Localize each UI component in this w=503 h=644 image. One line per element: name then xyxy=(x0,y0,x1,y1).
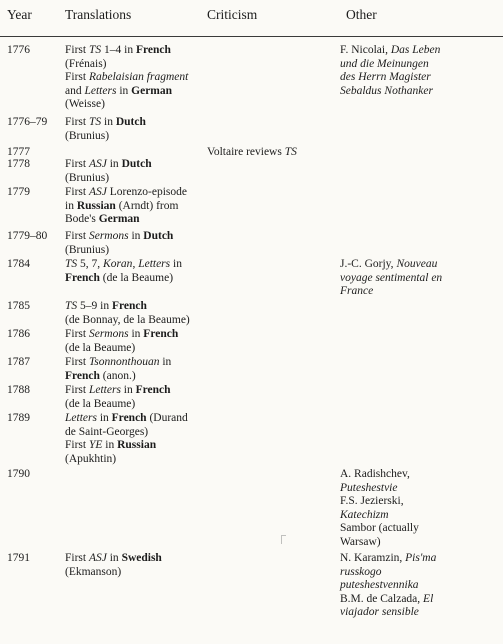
italic-text: russkogo xyxy=(340,565,382,578)
bold-text: German xyxy=(98,213,140,226)
text: First xyxy=(65,186,89,198)
table-header-other: Other xyxy=(346,7,377,22)
cell-line xyxy=(65,213,205,227)
text: in xyxy=(106,552,122,564)
text: (Ekmanson) xyxy=(65,565,122,578)
translations-cell xyxy=(65,186,205,227)
translations-cell xyxy=(65,158,205,185)
year-cell: 1778 xyxy=(7,158,30,170)
bold-text: German xyxy=(131,84,173,97)
text: First xyxy=(65,328,89,340)
cell-line xyxy=(340,593,490,607)
cell-line xyxy=(340,285,490,299)
cell-line xyxy=(65,230,205,244)
cell-line xyxy=(340,71,490,85)
text: (Apukhtin) xyxy=(65,452,117,465)
year-cell: 1785 xyxy=(7,300,30,312)
bold-text: Russian xyxy=(76,199,116,212)
year-cell: 1777 xyxy=(7,146,30,158)
italic-text: voyage sentimental en xyxy=(340,271,443,284)
bold-text: French xyxy=(135,44,171,56)
text: in xyxy=(170,258,182,270)
text: Lorenzo-episode xyxy=(106,186,188,198)
italic-text: und die Meinungen xyxy=(340,57,429,70)
cell-line xyxy=(340,606,490,620)
table-header-translations: Translations xyxy=(65,7,132,22)
year-cell: 1779–80 xyxy=(7,230,48,242)
text: Sambor (actually xyxy=(340,522,419,535)
bold-text: French xyxy=(111,412,147,424)
italic-text: Koran xyxy=(103,258,133,270)
cell-line xyxy=(65,85,205,99)
cell-line xyxy=(65,258,205,272)
italic-text: TS xyxy=(65,300,78,312)
cell-line xyxy=(65,566,205,580)
translations-cell xyxy=(65,356,205,383)
text: in xyxy=(96,412,112,424)
other-cell xyxy=(340,258,490,299)
bold-text: French xyxy=(111,300,147,312)
text: First xyxy=(65,356,89,368)
other-cell xyxy=(340,552,490,620)
cell-line xyxy=(340,509,490,523)
text: in xyxy=(106,158,122,170)
text: in xyxy=(120,384,136,396)
italic-text: ASJ xyxy=(88,186,107,198)
text: in xyxy=(65,199,77,212)
text: in xyxy=(128,328,144,340)
cell-line xyxy=(65,356,205,370)
text: (Arndt) from xyxy=(115,199,179,212)
cell-line xyxy=(65,412,205,426)
text: (Brunius) xyxy=(65,171,110,184)
text: de Saint-Georges) xyxy=(65,425,149,438)
italic-text: Katechizm xyxy=(340,508,389,521)
text: 5, 7, xyxy=(77,258,104,270)
cell-line xyxy=(65,439,205,453)
criticism-cell xyxy=(207,146,335,160)
italic-text: Pis'ma xyxy=(405,552,437,564)
cell-line xyxy=(340,258,490,272)
italic-text: Das Leben xyxy=(390,44,441,56)
cell-line xyxy=(65,71,205,85)
cell-line xyxy=(340,536,490,550)
year-cell: 1786 xyxy=(7,328,30,340)
text: First xyxy=(65,552,89,564)
text: in xyxy=(102,439,118,452)
text: in xyxy=(116,84,132,97)
italic-text: Letters xyxy=(65,412,97,424)
text: N. Karamzin, xyxy=(340,552,406,564)
italic-text: puteshestvennika xyxy=(340,579,419,592)
cell-line xyxy=(65,200,205,214)
translations-cell xyxy=(65,44,205,112)
other-cell xyxy=(340,468,490,550)
cell-line xyxy=(65,172,205,186)
text: , xyxy=(132,258,139,270)
header-top-rule xyxy=(0,36,503,37)
italic-text: YE xyxy=(88,439,103,452)
text: (Weisse) xyxy=(65,98,105,111)
year-cell: 1779 xyxy=(7,186,30,198)
italic-text: des Herrn Magister xyxy=(340,71,431,84)
italic-text: TS xyxy=(88,116,102,128)
italic-text: Sermons xyxy=(88,328,129,340)
cell-line xyxy=(65,552,205,566)
cell-line xyxy=(207,146,335,160)
italic-text: TS xyxy=(65,258,78,270)
cell-line xyxy=(65,116,205,130)
cell-line xyxy=(340,566,490,580)
translations-cell xyxy=(65,116,205,143)
italic-text: Tsonnonthouan xyxy=(88,356,160,368)
text: A. Radishchev, xyxy=(340,468,410,480)
text: First xyxy=(65,439,89,452)
italic-text: TS xyxy=(284,146,297,158)
text: F.S. Jezierski, xyxy=(340,495,404,508)
year-cell: 1787 xyxy=(7,356,30,368)
bold-text: Swedish xyxy=(121,552,162,564)
cell-line xyxy=(340,468,490,482)
translations-cell xyxy=(65,384,205,411)
text: in xyxy=(159,356,172,368)
text: First xyxy=(65,116,89,128)
translations-cell xyxy=(65,230,205,257)
text: F. Nicolai, xyxy=(340,44,391,56)
cell-line xyxy=(340,522,490,536)
italic-text: Letters xyxy=(138,258,171,270)
italic-text: El xyxy=(423,592,434,605)
text: 5–9 in xyxy=(77,300,112,312)
table-header-year: Year xyxy=(7,7,32,22)
text: in xyxy=(128,230,144,242)
bold-text: French xyxy=(143,328,179,340)
cell-line xyxy=(340,58,490,72)
text: Bode's xyxy=(65,213,99,226)
italic-text: Sebaldus Nothanker xyxy=(340,84,433,97)
bold-text: French xyxy=(65,271,100,284)
cell-line xyxy=(65,130,205,144)
text: First xyxy=(65,71,89,84)
translations-cell xyxy=(65,412,205,466)
text: (Frénais) xyxy=(65,57,107,70)
text: First xyxy=(65,230,89,242)
cell-line xyxy=(65,244,205,258)
cell-line xyxy=(340,579,490,593)
italic-text: Letters xyxy=(84,84,117,97)
cell-line xyxy=(65,453,205,467)
italic-text: ASJ xyxy=(88,552,107,564)
text: (Brunius) xyxy=(65,243,110,256)
cell-line xyxy=(340,552,490,566)
text: J.-C. Gorjy, xyxy=(340,258,397,270)
other-cell xyxy=(340,44,490,98)
italic-text: TS xyxy=(88,44,102,56)
italic-text: Sermons xyxy=(88,230,129,242)
cell-line xyxy=(65,98,205,112)
scan-speck xyxy=(281,535,286,544)
text: in xyxy=(101,116,116,128)
italic-text: Letters xyxy=(88,384,121,396)
bold-text: French xyxy=(65,369,100,382)
italic-text: Puteshestvie xyxy=(340,481,398,494)
text: (Brunius) xyxy=(65,129,110,142)
text: 1–4 in xyxy=(101,44,136,56)
text: Warsaw) xyxy=(340,535,381,548)
bold-text: French xyxy=(135,384,171,396)
text: (de la Beaume) xyxy=(99,271,174,284)
text: Voltaire reviews xyxy=(207,146,285,158)
cell-line xyxy=(340,85,490,99)
cell-line xyxy=(65,272,205,286)
cell-line xyxy=(65,314,205,328)
cell-line xyxy=(340,482,490,496)
cell-line xyxy=(65,328,205,342)
year-cell: 1776 xyxy=(7,44,30,56)
text: (de la Beaume) xyxy=(65,397,136,410)
translations-cell xyxy=(65,552,205,579)
year-cell: 1788 xyxy=(7,384,30,396)
cell-line xyxy=(340,44,490,58)
cell-line xyxy=(65,426,205,440)
year-cell: 1790 xyxy=(7,468,30,480)
cell-line xyxy=(65,300,205,314)
italic-text: viajador sensible xyxy=(340,606,419,619)
text: (anon.) xyxy=(99,369,136,382)
year-cell: 1784 xyxy=(7,258,30,270)
italic-text: Nouveau xyxy=(396,258,438,270)
italic-text: ASJ xyxy=(88,158,107,170)
year-cell: 1776–79 xyxy=(7,116,48,128)
text: First xyxy=(65,44,89,56)
text: (de la Beaume) xyxy=(65,341,136,354)
year-cell: 1789 xyxy=(7,412,30,424)
text: and xyxy=(65,84,85,97)
translations-cell xyxy=(65,328,205,355)
cell-line xyxy=(340,495,490,509)
cell-line xyxy=(65,398,205,412)
italic-text: Rabelaisian fragment xyxy=(88,71,189,84)
bold-text: Dutch xyxy=(115,116,146,128)
cell-line xyxy=(65,58,205,72)
cell-line xyxy=(340,272,490,286)
translations-cell xyxy=(65,258,205,285)
cell-line xyxy=(65,342,205,356)
bold-text: Dutch xyxy=(121,158,152,170)
bold-text: Russian xyxy=(117,439,157,452)
text: (de Bonnay, de la Beaume) xyxy=(65,313,190,326)
italic-text: France xyxy=(340,285,374,298)
cell-line xyxy=(65,370,205,384)
cell-line xyxy=(65,44,205,58)
text: B.M. de Calzada, xyxy=(340,592,424,605)
text: First xyxy=(65,158,89,170)
year-cell: 1791 xyxy=(7,552,30,564)
text: First xyxy=(65,384,89,396)
cell-line xyxy=(65,384,205,398)
table-header-criticism: Criticism xyxy=(207,7,258,22)
cell-line xyxy=(65,186,205,200)
cell-line xyxy=(65,158,205,172)
bold-text: Dutch xyxy=(143,230,174,242)
translations-cell xyxy=(65,300,205,327)
text: (Durand xyxy=(146,412,188,424)
